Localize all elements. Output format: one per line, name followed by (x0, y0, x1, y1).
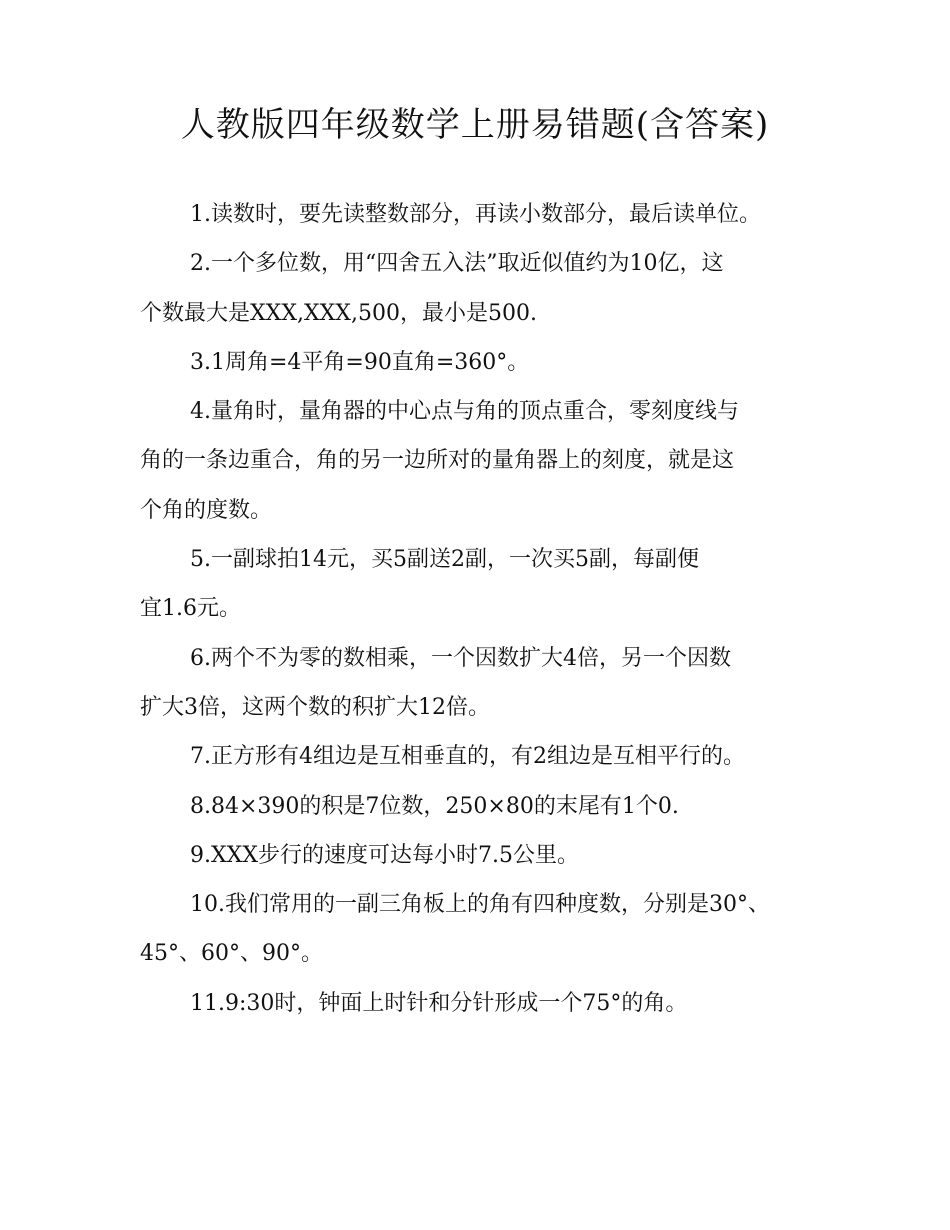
item-line: 5.一副球拍14元，买5副送2副，一次买5副，每副便 (190, 547, 699, 573)
item-line: 10.我们常用的一副三角板上的角有四种度数，分别是30°、 (190, 892, 770, 918)
item-line: 个数最大是XXX,XXX,500，最小是500. (140, 300, 537, 326)
item-line: 4.量角时，量角器的中心点与角的顶点重合，零刻度线与 (190, 399, 739, 425)
item-line: 扩大3倍，这两个数的积扩大12倍。 (140, 694, 490, 720)
document-body (140, 190, 830, 1028)
item-line: 1.读数时，要先读整数部分，再读小数部分，最后读单位。 (190, 202, 761, 227)
item-line: 个角的度数。 (140, 497, 273, 523)
list-item (140, 239, 830, 338)
list-item (140, 831, 830, 880)
item-line: 宜1.6元。 (140, 596, 241, 622)
item-line: 7.正方形有4组边是互相垂直的，有2组边是互相平行的。 (190, 744, 745, 770)
item-line: 45°、60°、90°。 (140, 941, 323, 967)
list-item (140, 782, 830, 831)
list-item (140, 880, 830, 979)
list-item (140, 979, 830, 1028)
list-item (140, 338, 830, 387)
item-line: 3.1周角=4平角=90直角=360°。 (190, 349, 530, 375)
list-item (140, 732, 830, 781)
list-item (140, 387, 830, 535)
item-line: 2.一个多位数，用“四舍五入法”取近似值约为10亿，这 (190, 251, 724, 277)
item-line: 8.84×390的积是7位数，250×80的末尾有1个0. (190, 793, 679, 819)
item-line: 6.两个不为零的数相乘，一个因数扩大4倍，另一个因数 (190, 645, 731, 671)
list-item (140, 634, 830, 733)
item-line: 角的一条边重合，角的另一边所对的量角器上的刻度，就是这 (140, 448, 735, 474)
item-line: 11.9:30时，钟面上时针和分针形成一个75°的角。 (190, 990, 688, 1016)
list-item (140, 190, 830, 239)
document-title: 人教版四年级数学上册易错题(含答案) (180, 105, 770, 145)
item-line: 9.XXX步行的速度可达每小时7.5公里。 (190, 842, 579, 868)
list-item (140, 535, 830, 634)
